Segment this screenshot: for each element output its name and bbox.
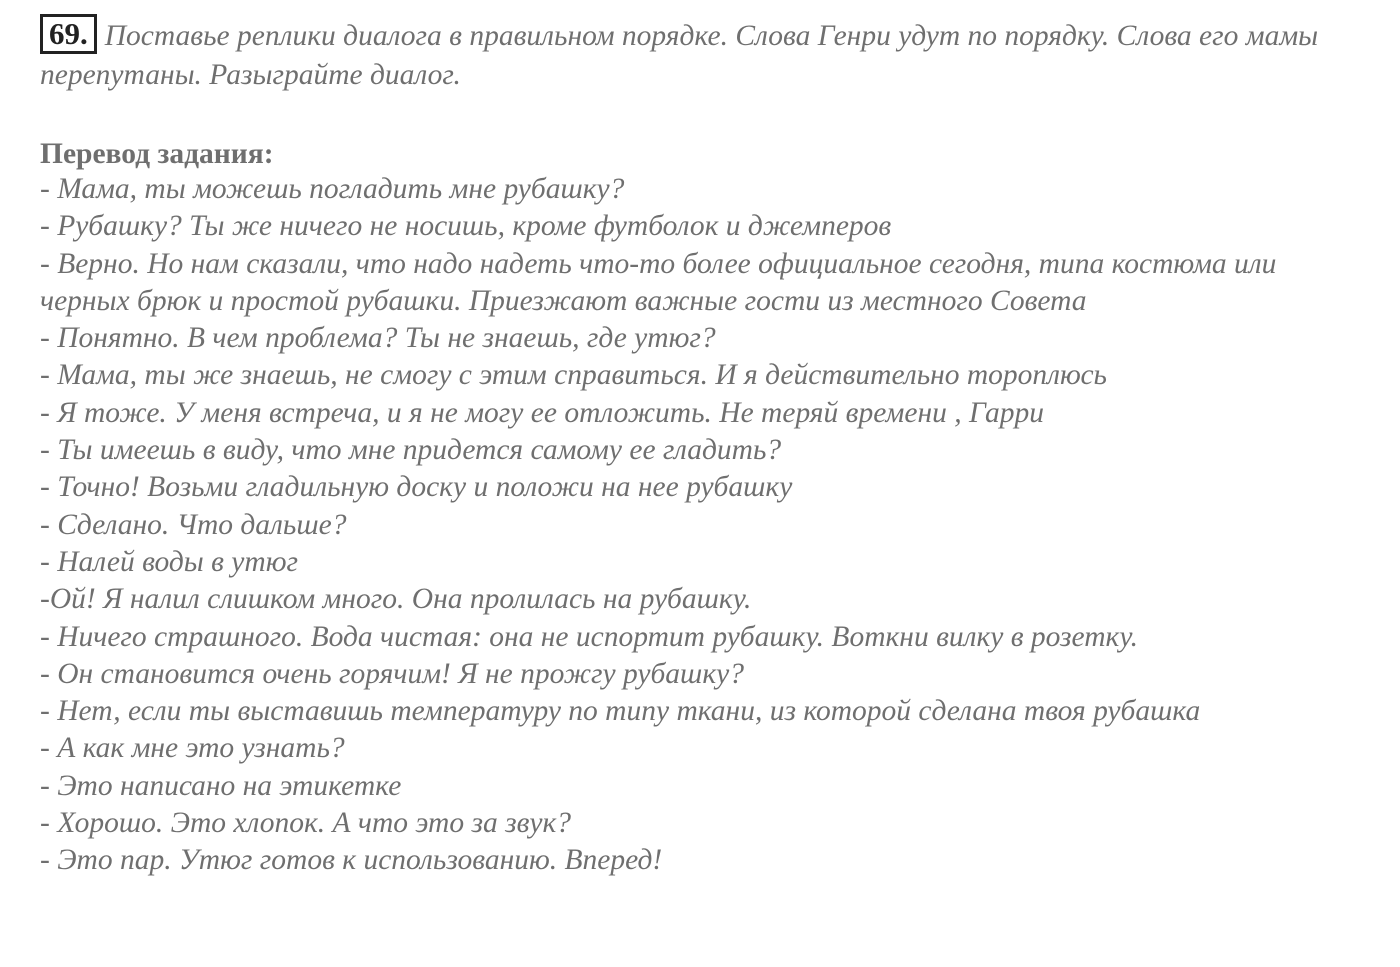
dialogue-line: - Мама, ты можешь погладить мне рубашку? <box>40 173 625 205</box>
task-header <box>40 14 1360 95</box>
dialogue-line: - Он становится очень горячим! Я не прожгу рубашку? <box>40 657 744 690</box>
dialogue-line: - Это написано на этикетке <box>40 769 402 802</box>
dialogue-line: - Сделано. Что дальше? <box>40 508 347 541</box>
dialogue-line: - Понятно. В чем проблема? Ты не знаешь, где утюг? <box>40 322 716 355</box>
task-instruction: Поставье реплики диалога в правильном порядке. Слова Генри удут по порядку. Слова его мамы перепутаны. Разыграйте диалог. <box>40 20 1319 91</box>
dialogue-line: - А как мне это узнать? <box>40 732 345 765</box>
dialogue-line: -Ой! Я налил слишком много. Она пролилась на рубашку. <box>40 583 752 616</box>
task-number: 69. <box>40 14 97 54</box>
dialogue-line: - Верно. Но нам сказали, что надо надеть что-то более официальное сегодня, типа костюма или черных брюк и простой рубашки. Приезжают важные гости из местного Совета <box>40 247 1277 317</box>
dialogue-line: - Мама, ты же знаешь, не смогу с этим справиться. И я действительно тороплюсь <box>40 359 1107 392</box>
dialogue-line: - Я тоже. У меня встреча, и я не могу ее отложить. Не теряй времени , Гарри <box>40 396 1045 429</box>
dialogue-line: - Точно! Возьми гладильную доску и положи на нее рубашку <box>40 471 793 504</box>
translation-heading: Перевод задания: <box>40 138 274 170</box>
dialogue-line: - Рубашку? Ты же ничего не носишь, кроме футболок и джемперов <box>40 210 892 243</box>
dialogue-line: - Ты имеешь в виду, что мне придется самому ее гладить? <box>40 434 782 467</box>
dialogue-line: - Нет, если ты выставишь температуру по типу ткани, из которой сделана твоя рубашка <box>40 695 1201 728</box>
dialogue-line: - Хорошо. Это хлопок. А что это за звук? <box>40 807 572 840</box>
dialogue-line: - Это пар. Утюг готов к использованию. Вперед! <box>40 844 663 877</box>
dialogue-list <box>40 171 1370 880</box>
dialogue-line: - Налей воды в утюг <box>40 545 299 578</box>
dialogue-line: - Ничего страшного. Вода чистая: она не испортит рубашку. Воткни вилку в розетку. <box>40 620 1138 653</box>
